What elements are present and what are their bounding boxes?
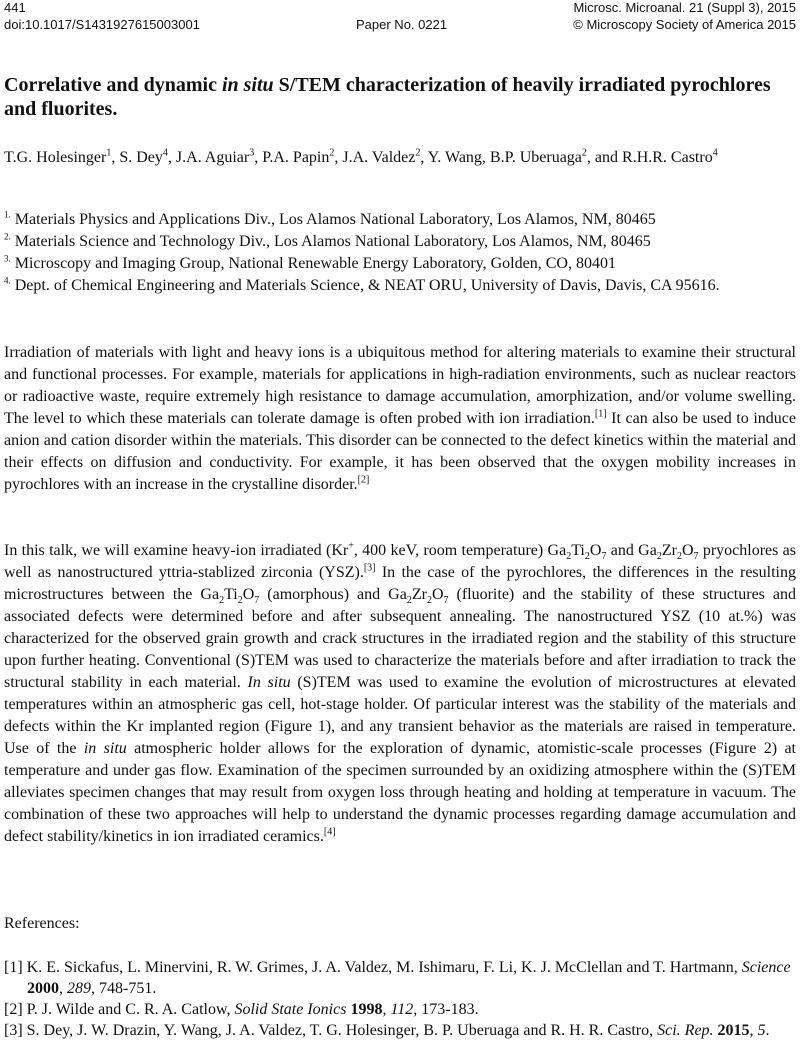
paper-number: Paper No. 0221 bbox=[356, 17, 448, 32]
citation: [2] bbox=[357, 474, 370, 486]
author: B.P. Uberuaga bbox=[489, 149, 582, 166]
author: R.H.R. Castro bbox=[622, 149, 713, 166]
affiliation: $^{2.}$ Materials Science and Technology Div., Los Alamos National Laboratory, Los Alamos, NM, 80465 bbox=[4, 231, 651, 250]
body-paragraph-2: In this talk, we will examine heavy-ion irradiated (Kr+, 400 keV, room temperature) $Ga_2Ti_2O_7$ and $Ga_2Zr_2O_7$ pryochlores as well as nanostructured yttria-stablized zirconia (YSZ).[3] In the case of the pyrochlores, the differences in the resulting microstructures between the $Ga_2Ti_2O_7$ (amorphous) and $Ga_2Zr_2O_7$ (fluorite) and the stability of these structures and associated defects were determined before and after subsequent annealing. The nanostructured YSZ (10 at.%) was characterized for the observed grain growth and crack structures in the irradiated region and the stability of this structure upon further heating. Conventional (S)TEM was used to characterize the materials before and after irradiation to track the structural stability in each material. In situ (S)TEM was used to examine the evolution of microstructures at elevated temperatures within an atmospheric gas cell, hot-stage holder. Of particular interest was the stability of the materials and defects within the Kr implanted region (Figure 1), and any transient behavior as the materials are raised in temperature. Use of the in situ atmospheric holder allows for the exploration of dynamic, atomistic-scale processes (Figure 2) at temperature and under gas flow. Examination of the specimen surrounded by an oxidizing atmosphere within the (S)TEM alleviates specimen changes that may result from oxygen loss through heating and holding at temperature in vacuum. The combination of these two approaches will help to understand the dynamic processes regarding damage accumulation and defect stability/kinetics in ion irradiated ceramics.[4] bbox=[4, 540, 797, 845]
paper-title: Correlative and dynamic in situ S/TEM characterization of heavily irradiated pyrochlores and fluorites. bbox=[4, 74, 771, 120]
author: Y. Wang bbox=[427, 149, 482, 166]
citation: [4] bbox=[323, 826, 336, 838]
affiliation: $^{3.}$ Microscopy and Imaging Group, National Renewable Energy Laboratory, Golden, CO, 80401 bbox=[4, 253, 616, 272]
reference-item: [2] P. J. Wilde and C. R. A. Catlow, Solid State Ionics 1998, 112, 173-183. bbox=[4, 1001, 479, 1018]
citation: [3] bbox=[363, 562, 376, 574]
author: J.A. Aguiar bbox=[175, 149, 250, 166]
reference-list bbox=[4, 957, 796, 1041]
citation: [1] bbox=[594, 408, 607, 420]
journal-citation: Microsc. Microanal. 21 (Suppl 3), 2015 bbox=[573, 0, 796, 15]
copyright: © Microscopy Society of America 2015 bbox=[573, 17, 796, 32]
references-heading: References: bbox=[4, 915, 80, 932]
affiliations bbox=[4, 209, 796, 297]
author: S. Dey bbox=[119, 149, 163, 166]
reference-item: [3] S. Dey, J. W. Drazin, Y. Wang, J. A. Valdez, T. G. Holesinger, B. P. Uberuaga and R. H. R. Castro, Sci. Rep. 2015, 5. bbox=[4, 1022, 770, 1039]
doi: doi:10.1017/S1431927615003001 bbox=[4, 17, 200, 32]
author: P.A. Papin bbox=[262, 149, 330, 166]
author: J.A. Valdez bbox=[342, 149, 416, 166]
page-number: 441 bbox=[4, 0, 26, 15]
body-paragraph-1: Irradiation of materials with light and heavy ions is a ubiquitous method for altering materials to examine their structural and functional processes. For example, materials for applications in high-radiation environments, such as nuclear reactors or radioactive waste, require extremely high resistance to damage accumulation, amorphization, and/or volume swelling. The level to which these materials can tolerate damage is often probed with ion irradiation.[1] It can also be used to induce anion and cation disorder within the materials. This disorder can be connected to the defect kinetics within the material and their effects on diffusion and conductivity. For example, it has been observed that the oxygen mobility increases in pyrochlores with an increase in the crystalline disorder.[2] bbox=[4, 344, 796, 493]
author-list: T.G. Holesinger$^1$, S. Dey$^4$, J.A. Aguiar$^3$, P.A. Papin$^2$, J.A. Valdez$^2$, Y. Wang, B.P. Uberuaga$^2$, and R.H.R. Castro$^4$ bbox=[4, 147, 718, 166]
reference-item: [1] K. E. Sickafus, L. Minervini, R. W. Grimes, J. A. Valdez, M. Ishimaru, F. Li, K. J. McClellan and T. Hartmann, Science 2000, 289, 748-751. bbox=[4, 959, 791, 997]
title-italic: in situ bbox=[221, 74, 274, 96]
affiliation: $^{1.}$ Materials Physics and Applications Div., Los Alamos National Laboratory, Los Alamos, NM, 80465 bbox=[4, 209, 656, 228]
affiliation: $^{4.}$ Dept. of Chemical Engineering and Materials Science, & NEAT ORU, University of Davis, Davis, CA 95616. bbox=[4, 275, 720, 294]
author: T.G. Holesinger bbox=[4, 149, 107, 166]
